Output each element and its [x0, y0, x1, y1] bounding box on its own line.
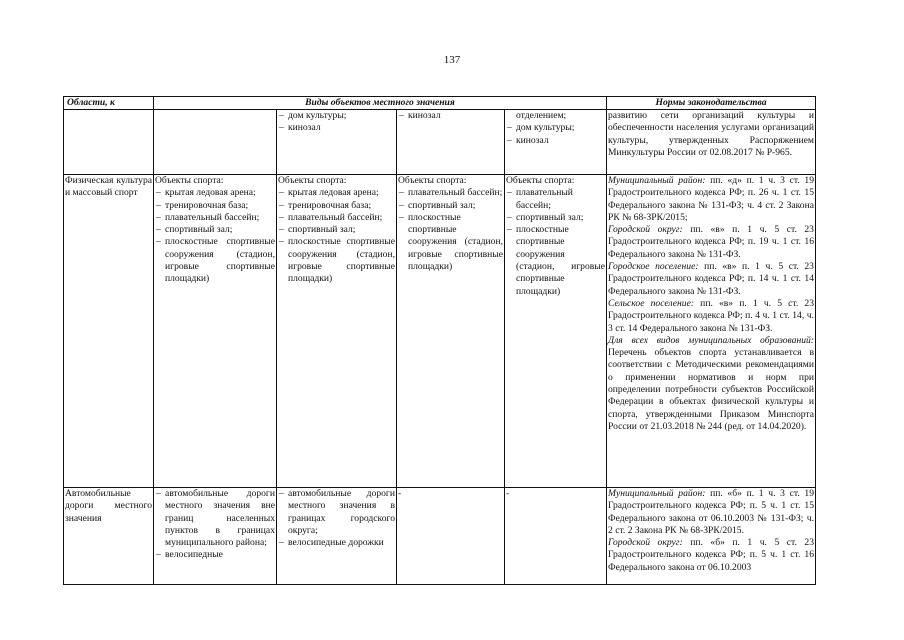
table-row-sport — [64, 175, 816, 488]
dash-placeholder: - — [398, 488, 402, 499]
table-row-roads — [64, 488, 816, 585]
norm-text: пп. «в» п. 1 ч. 5 ст. 23 Градостроительного кодекса РФ; п. 19 ч. 1 ст. 16 Федерального закона № 131-ФЗ. — [608, 224, 814, 260]
cell-objects-col-e — [505, 175, 607, 488]
list-item: – плавательный бассейн; — [398, 187, 503, 199]
list-item: – спортивный зал; — [506, 212, 605, 224]
list-item: – спортивный зал; — [398, 200, 503, 212]
list-item: – плавательный бассейн; — [278, 212, 395, 224]
header-objects: Виды объектов местного значения — [154, 97, 607, 110]
page-number: 137 — [443, 54, 461, 66]
norm-paragraph — [608, 224, 814, 261]
norms-table — [63, 96, 816, 585]
header-norms: Нормы законодательства — [607, 97, 816, 110]
list-item: – крытая ледовая арена; — [155, 187, 275, 199]
norm-label: Сельское поселение: — [608, 297, 695, 309]
list-item: – автомобильные дороги местного значения в границах городского округа; — [278, 488, 395, 537]
dash-placeholder: - — [506, 488, 510, 499]
list-item: – крытая ледовая арена; — [278, 187, 395, 199]
cell-objects-col-b — [154, 488, 277, 585]
list-item: – дом культуры; — [506, 122, 605, 134]
norm-paragraph — [608, 261, 814, 298]
norm-text: пп. «б» п. 1 ч. 5 ст. 23 Градостроительного кодекса РФ; п. 5 ч. 1 ст. 16 Федерального закона от 06.10.2003 — [608, 537, 814, 573]
list-item: – плавательный бассейн; — [155, 212, 275, 224]
cell-objects-col-b — [154, 175, 277, 488]
list-item: – спортивный зал; — [155, 224, 275, 236]
list-item: – спортивный зал; — [278, 224, 395, 236]
cell-objects-col-e — [505, 488, 607, 585]
cell-area-sport: Физическая культура и массовый спорт — [64, 175, 154, 488]
cell-norms — [607, 175, 816, 488]
norm-label: Городской округ: — [608, 537, 683, 549]
list-item: – кинозал — [506, 135, 605, 147]
table-row-culture-continuation — [64, 110, 816, 175]
cell-objects-col-b — [154, 110, 277, 175]
cell-objects-col-c — [277, 110, 397, 175]
norm-paragraph — [608, 488, 814, 537]
norm-paragraph — [608, 537, 814, 574]
norm-text: пп. «в» п. 1 ч. 5 ст. 23 Градостроительного кодекса РФ; п. 14 ч. 1 ст. 14 Федерального закона № 131-ФЗ. — [608, 261, 814, 297]
cell-area-roads: Автомобильные дороги местного значения — [64, 488, 154, 585]
list-item: – велосипедные дорожки — [278, 537, 395, 549]
table-header-row — [64, 97, 816, 110]
norm-label: Городской округ: — [608, 224, 683, 236]
norm-label: Муниципальный район: — [608, 488, 706, 499]
objects-intro: Объекты спорта: — [155, 175, 224, 186]
list-item: – плоскостные спортивные сооружения (стадион, игровые спортивные площадки) — [278, 236, 395, 285]
list-item: – плоскостные спортивные сооружения (стадион, игровые спортивные площадки) — [506, 224, 605, 298]
norm-text: пп. «б» п. 1 ч. 3 ст. 19 Градостроительного кодекса РФ; п. 5 ч. 1 ст. 15 Федерального закона от 06.10.2003 № 131-ФЗ; ч. 2 ст. 2 Закона РК № 68-ЗРК/2015. — [608, 488, 815, 536]
list-item: – автомобильные дороги местного значения вне границ населенных пунктов в границах муниципального района; — [155, 488, 275, 549]
cell-objects-col-e — [505, 110, 607, 175]
cell-norms: развитию сети организаций культуры и обеспеченности населения услугами организаций культуры, утвержденных Распоряжением Минкультуры России от 02.08.2017 № Р-965. — [607, 110, 816, 175]
list-item: – плавательный бассейн; — [506, 187, 605, 212]
cell-objects-col-d — [397, 175, 505, 488]
list-item: – кинозал — [278, 122, 395, 134]
cell-objects-col-c — [277, 175, 397, 488]
objects-intro: Объекты спорта: — [398, 175, 467, 186]
cell-norms — [607, 488, 816, 585]
norm-paragraph — [608, 335, 814, 433]
norm-label: Городское поселение: — [608, 261, 699, 273]
cell-objects-col-d — [397, 110, 505, 175]
norm-text: Перечень объектов спорта устанавливается в соответствии с Методическими рекомендациями о применении нормативов и норм при определении потребности субъектов Российской Федерации в объектах физической культуры и спорта, утвержденными Приказом Минспорта России от 21.03.2018 № 244 (ред. от 14.04.2020). — [608, 347, 814, 432]
list-item: – дом культуры; — [278, 110, 395, 122]
cell-objects-col-d — [397, 488, 505, 585]
header-areas: Области, к — [64, 97, 154, 110]
list-item: – велосипедные — [155, 549, 275, 561]
norm-text: пп. «д» п. 1 ч. 3 ст. 19 Градостроительного кодекса РФ; п. 26 ч. 1 ст. 15 Федерального закона № 131-ФЗ; ч. 4 ст. 2 Закона РК № 68-ЗРК/2015; — [608, 175, 815, 223]
list-item: – плоскостные спортивные сооружения (стадион, игровые спортивные площадки) — [398, 212, 503, 273]
norm-label: Муниципальный район: — [608, 175, 706, 186]
list-item: – тренировочная база; — [155, 200, 275, 212]
cell-objects-col-c — [277, 488, 397, 585]
norm-label: Для всех видов муниципальных образований: — [608, 334, 814, 346]
norm-paragraph — [608, 298, 814, 335]
list-item: отделением; — [516, 110, 567, 121]
norm-paragraph — [608, 175, 814, 224]
norm-text: пп. «в» п. 1 ч. 5 ст. 23 Градостроительного кодекса РФ; п. 4 ч. 1 ст. 14, ч. 3 ст. 14 Федерального закона № 131-ФЗ. — [608, 297, 814, 334]
list-item: – плоскостные спортивные сооружения (стадион, игровые спортивные площадки) — [155, 236, 275, 285]
objects-intro: Объекты спорта: — [278, 175, 347, 186]
list-item: – кинозал — [398, 110, 503, 122]
cell-area-empty — [64, 110, 154, 175]
objects-intro: Объекты спорта: — [506, 175, 575, 186]
list-item: – тренировочная база; — [278, 200, 395, 212]
